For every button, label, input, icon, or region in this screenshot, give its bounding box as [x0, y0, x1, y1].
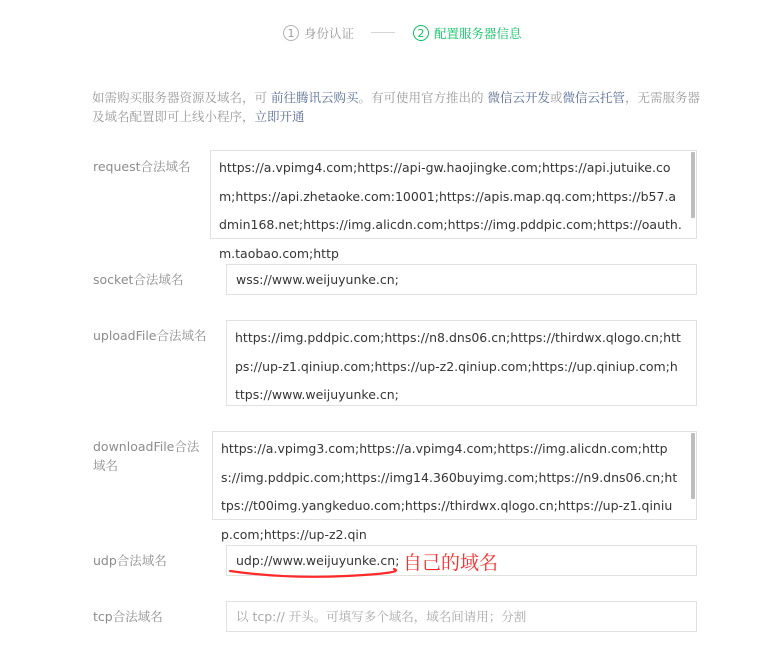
step-number-2: 2	[413, 25, 429, 41]
udp-domain-value: udp://www.weijuyunke.cn;	[236, 553, 400, 568]
socket-domain-label: socket合法域名	[93, 272, 184, 287]
udp-domain-label: udp合法域名	[93, 553, 167, 568]
uploadfile-domain-value: https://img.pddpic.com;https://n8.dns06.cn;https://thirdwx.qlogo.cn;https://up-z1.qiniup.com;https://up-z2.qiniup.com;https://up.qiniup.com;https://www.weijuyunke.cn;	[235, 330, 681, 402]
notice-text	[92, 88, 704, 126]
downloadfile-label-line1: downloadFile合法	[93, 439, 200, 454]
uploadfile-domain-label: uploadFile合法域名	[93, 328, 207, 343]
step-identity	[283, 22, 354, 44]
buy-tencent-cloud-link[interactable]: 前往腾讯云购买	[270, 90, 359, 105]
notice-part: 。有可使用官方推出的	[358, 90, 488, 105]
downloadfile-domain-label	[93, 437, 199, 475]
step-server-config	[413, 22, 522, 44]
downloadfile-scrollbar[interactable]	[691, 433, 695, 499]
request-domain-textarea[interactable]	[210, 150, 697, 261]
socket-domain-value: wss://www.weijuyunke.cn;	[236, 272, 399, 287]
steps-header	[0, 22, 780, 44]
tcp-domain-placeholder: 以 tcp:// 开头。可填写多个域名，域名间请用；分割	[236, 609, 527, 624]
request-domain-value: https://a.vpimg4.com;https://api-gw.haojingke.com;https://api.jutuike.com;https://api.zhetaoke.com:10001;https://apis.map.qq.com;https://b57.admin168.net;https://img.alicdn.com;https://img.pddpic.com;https://oauth.m.taobao.com;http	[219, 160, 682, 261]
downloadfile-label-line2: 域名	[93, 458, 119, 473]
red-underline-annotation	[226, 565, 398, 581]
request-scrollbar[interactable]	[691, 152, 695, 218]
wechat-cloud-hosting-link[interactable]: 微信云托管	[562, 90, 626, 105]
activate-now-link[interactable]: 立即开通	[254, 109, 305, 124]
notice-part: 如需购买服务器资源及域名，可	[92, 90, 271, 105]
step-label-identity: 身份认证	[304, 26, 355, 41]
wechat-cloud-dev-link[interactable]: 微信云开发	[487, 90, 550, 105]
downloadfile-domain-value: https://a.vpimg3.com;https://a.vpimg4.com;https://img.alicdn.com;https://img.pddpic.com;https://img14.360buyimg.com;https://n9.dns06.cn;https://t00img.yangkeduo.com;https://thirdwx.qlogo.cn;https://up-z1.qiniup.com;https://up-z2.qin	[221, 441, 678, 542]
tcp-domain-input[interactable]	[226, 601, 697, 632]
annotation-own-domain: 自己的域名	[403, 552, 499, 574]
uploadfile-domain-textarea[interactable]	[226, 320, 697, 406]
downloadfile-domain-textarea[interactable]	[212, 431, 697, 542]
step-connector	[371, 32, 395, 33]
step-number-1: 1	[283, 25, 299, 41]
step-label-server-config: 配置服务器信息	[434, 26, 522, 41]
socket-domain-input[interactable]	[226, 264, 697, 295]
notice-part: 或	[550, 90, 563, 105]
notice-part: ，无需服务器及域名配置即可上线小程序，	[92, 90, 701, 124]
request-domain-label: request合法域名	[93, 159, 191, 174]
tcp-domain-label: tcp合法域名	[93, 609, 163, 624]
